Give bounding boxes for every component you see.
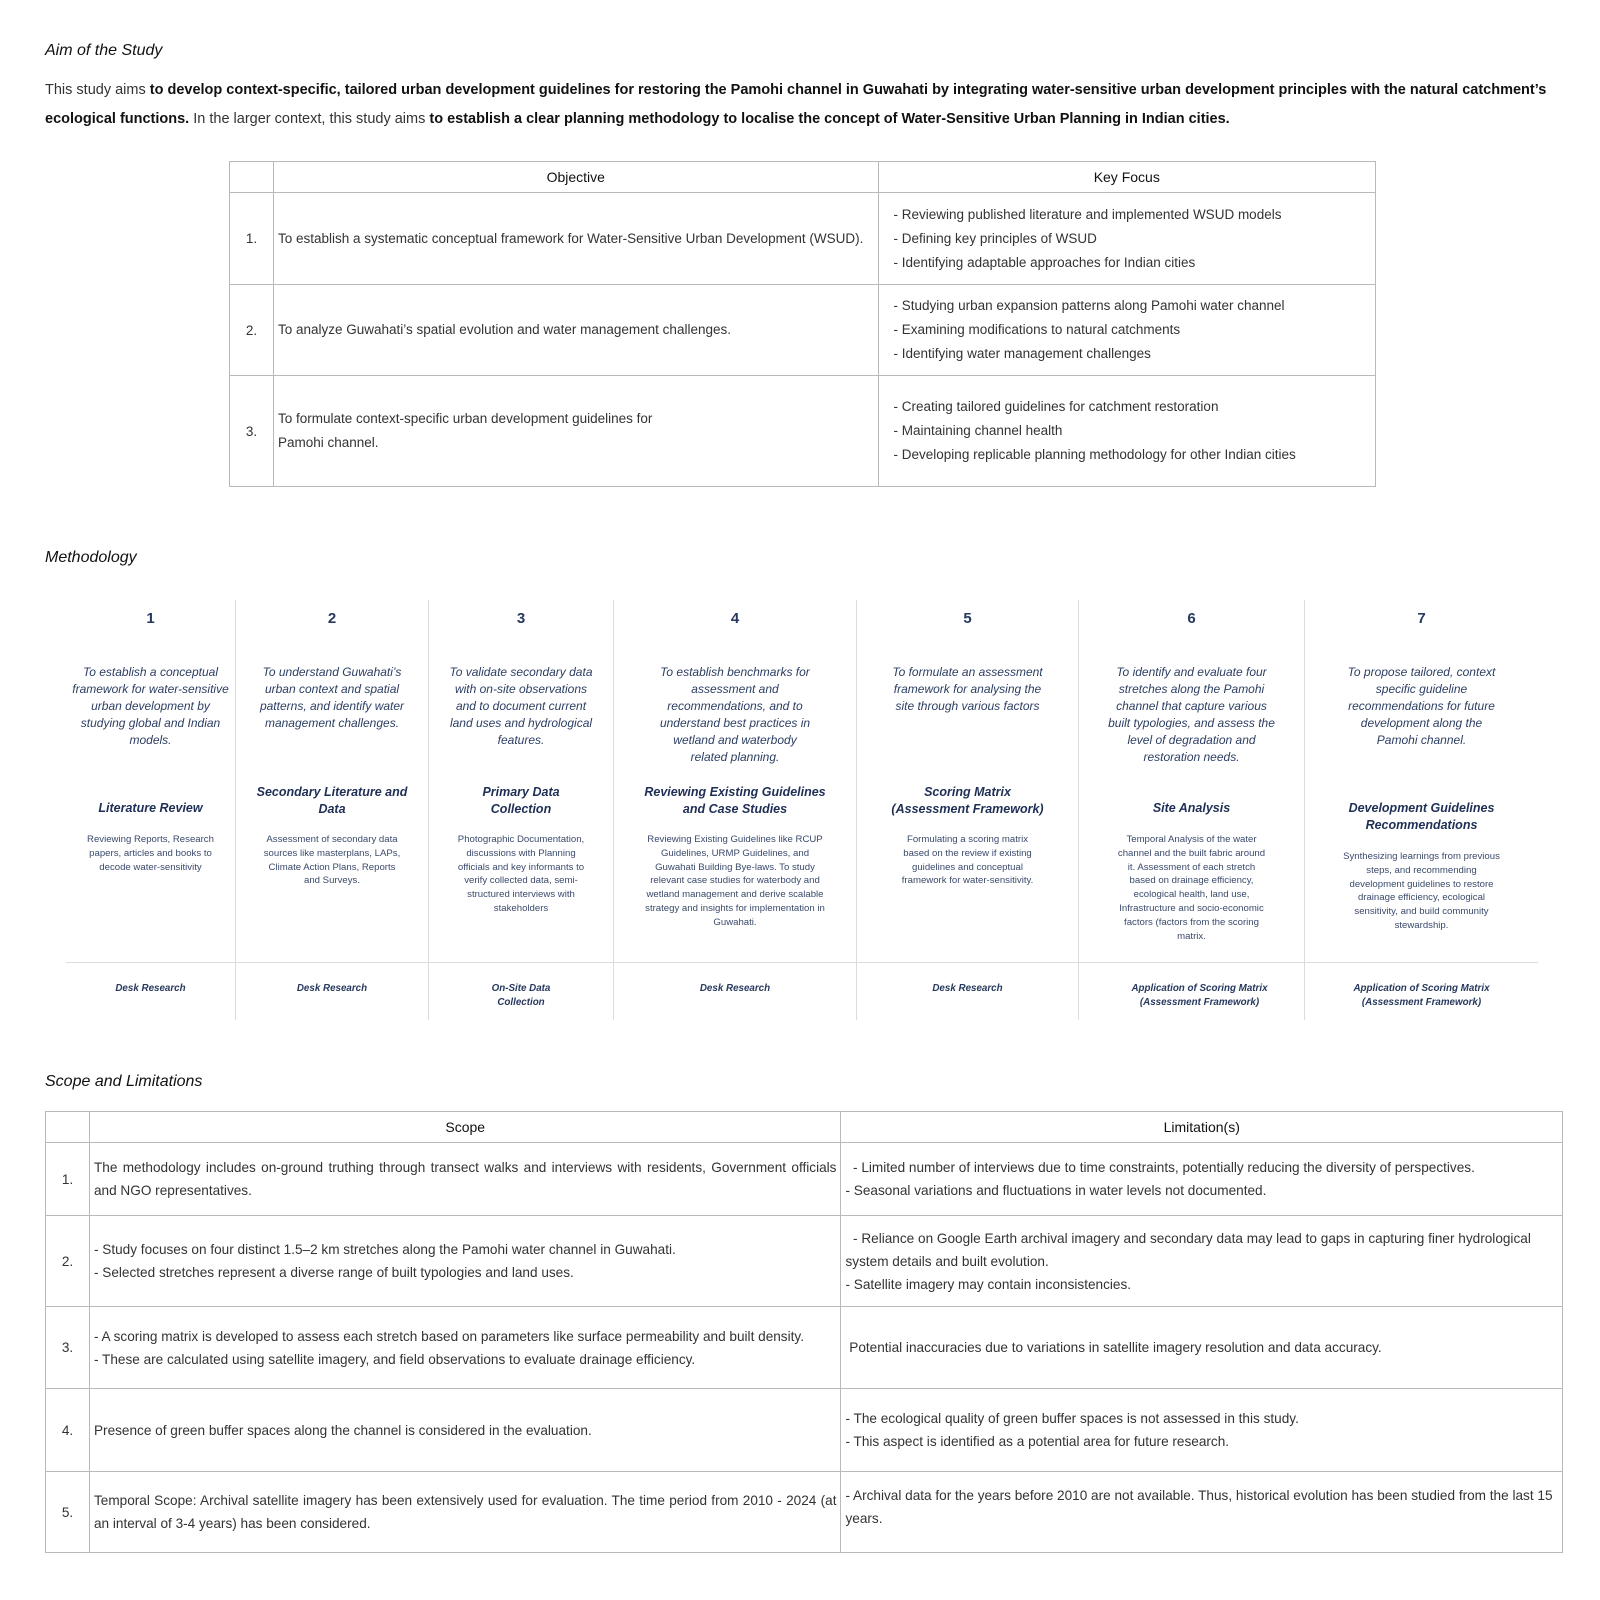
method-step-2 (235, 600, 428, 1020)
focus-item: - Defining key principles of WSUD (893, 230, 1097, 246)
limitation-item: - Seasonal variations and fluctuations in water levels not documented. (845, 1183, 1267, 1198)
methodology-flow (66, 600, 1538, 1020)
focus-item: - Identifying adaptable approaches for Indian cities (893, 254, 1196, 270)
step-objective: To formulate an assessment framework for analysing the site through various factors (892, 665, 1043, 713)
step-objective: To identify and evaluate four stretches along the Pamohi channel that capture various built typologies, and assess the level of degradation and restoration needs. (1108, 665, 1275, 764)
methodology-heading: Methodology (45, 549, 137, 566)
table-row (46, 1143, 1563, 1216)
step-method: Desk Research (699, 983, 771, 994)
objectives-table (229, 161, 1376, 487)
scope-item: - Study focuses on four distinct 1.5–2 km stretches along the Pamohi water channel in Guwahati. (93, 1242, 676, 1257)
step-method: Application of Scoring Matrix (Assessment Framework) (1131, 983, 1268, 1008)
aim-heading: Aim of the Study (45, 42, 163, 59)
step-number: 4 (730, 610, 740, 627)
aim-paragraph: This study aims to develop context-specific, tailored urban development guidelines for restoring the Pamohi channel in Guwahati by integrating water-sensitive urban development principles with the natural catchment’s ecological functions. In the larger context, this study aims to establish a clear planning methodology to localise the concept of Water-Sensitive Urban Planning in Indian cities. (45, 82, 1547, 127)
table-row (230, 193, 1376, 285)
limitation-text (841, 1472, 1563, 1553)
table-row (46, 1307, 1563, 1389)
step-title: Primary Data Collection (482, 785, 560, 816)
objective-text: To establish a systematic conceptual framework for Water-Sensitive Urban Development (WSUD). (273, 193, 878, 285)
step-objective: To establish benchmarks for assessment and recommendations, and to understand best practices in wetland and waterbody related planning. (659, 665, 811, 764)
step-number: 6 (1187, 610, 1196, 627)
scope-header-limitations: Limitation(s) (841, 1112, 1563, 1143)
scope-header-scope: Scope (89, 1112, 841, 1143)
step-method: Desk Research (115, 983, 186, 994)
objectives-header-focus: Key Focus (878, 162, 1375, 193)
focus-list (878, 285, 1375, 376)
focus-item: - Identifying water management challenges (893, 346, 1151, 361)
table-row (230, 376, 1376, 487)
step-method: Application of Scoring Matrix (Assessment Framework) (1353, 983, 1490, 1008)
step-description: Photographic Documentation, discussions with Planning officials and key informants to verify collected data, semi-structured interviews with stakeholders (457, 834, 585, 914)
scope-text (89, 1389, 841, 1472)
limitation-item: Potential inaccuracies due to variations in satellite imagery resolution and data accuracy. (845, 1340, 1382, 1355)
limitation-item: - This aspect is identified as a potential area for future research. (845, 1434, 1230, 1449)
step-title: Development Guidelines Recommendations (1348, 801, 1495, 832)
limitation-item: - The ecological quality of green buffer spaces is not assessed in this study. (845, 1411, 1299, 1426)
row-number: 3. (46, 1307, 90, 1389)
scope-item: - These are calculated using satellite imagery, and field observations to evaluate drainage efficiency. (93, 1351, 696, 1367)
limitation-item: - Archival data for the years before 2010 are not available. Thus, historical evolution has been studied from the last 15 years. (845, 1488, 1553, 1526)
row-number: 5. (46, 1472, 90, 1553)
step-objective: To propose tailored, context specific guideline recommendations for future development along the Pamohi channel. (1347, 665, 1496, 747)
step-number: 1 (146, 610, 155, 627)
step-number: 3 (516, 610, 526, 627)
scope-text (89, 1472, 841, 1553)
scope-text (89, 1307, 841, 1389)
focus-list (878, 193, 1375, 285)
limitation-item: - Satellite imagery may contain inconsistencies. (845, 1276, 1132, 1292)
step-description: Synthesizing learnings from previous steps, and recommending development guidelines to restore drainage efficiency, ecological sensitivity, and build community stewardship. (1343, 851, 1500, 931)
method-step-5 (856, 600, 1078, 1020)
row-number: 2. (46, 1216, 90, 1307)
scope-item: - A scoring matrix is developed to assess each stretch based on parameters like surface permeability and built density. (93, 1328, 804, 1344)
limitation-item: - Limited number of interviews due to time constraints, potentially reducing the diversity of perspectives. (845, 1160, 1475, 1175)
focus-item: - Studying urban expansion patterns along Pamohi water channel (893, 298, 1285, 313)
limitation-text (841, 1307, 1563, 1389)
step-title: Site Analysis (1152, 801, 1231, 815)
step-description: Reviewing Existing Guidelines like RCUP Guidelines, URMP Guidelines, and Guwahati Building Bye-laws. To study relevant case studies for waterbody and wetland management and derive scalable strategy and insights for implementation in Guwahati. (645, 834, 825, 928)
row-number: 4. (46, 1389, 90, 1472)
step-objective: To establish a conceptual framework for water-sensitive urban development by studying global and Indian models. (72, 665, 229, 747)
step-method: On-Site Data Collection (491, 983, 551, 1008)
row-number: 2. (230, 285, 274, 376)
scope-text (89, 1143, 841, 1216)
focus-list (878, 376, 1375, 487)
method-step-6 (1078, 600, 1304, 1020)
scope-item: Presence of green buffer spaces along the channel is considered in the evaluation. (93, 1422, 592, 1438)
focus-item: - Examining modifications to natural catchments (893, 322, 1181, 337)
step-objective: To understand Guwahati’s urban context and spatial patterns, and identify water management challenges. (259, 665, 405, 730)
step-number: 5 (963, 610, 972, 627)
step-title: Scoring Matrix (Assessment Framework) (891, 785, 1044, 816)
step-description: Assessment of secondary data sources like masterplans, LAPs, Climate Action Plans, Reports and Surveys. (263, 834, 401, 887)
step-description: Formulating a scoring matrix based on the review if existing guidelines and conceptual framework for water-sensitivity. (901, 834, 1034, 887)
focus-item: - Creating tailored guidelines for catchment restoration (893, 399, 1219, 414)
scope-item: Temporal Scope: Archival satellite imagery has been extensively used for evaluation. The time period from 2010 - 2024 (at an interval of 3-4 years) has been considered. (93, 1493, 837, 1531)
scope-header-num (46, 1112, 90, 1143)
objective-text: To analyze Guwahati’s spatial evolution and water management challenges. (273, 285, 878, 376)
method-step-3 (428, 600, 613, 1020)
method-step-7 (1304, 600, 1538, 1020)
step-description: Temporal Analysis of the water channel and the built fabric around it. Assessment of each stretch based on drainage efficiency, ecological health, land use, Infrastructure and socio-economic factors (factors from the scoring matrix. (1117, 834, 1266, 942)
step-number: 2 (327, 610, 337, 627)
scope-table (45, 1111, 1563, 1553)
scope-item: The methodology includes on-ground truthing through transect walks and interviews with residents, Government officials and NGO representatives. (93, 1160, 837, 1198)
objective-text: To formulate context-specific urban development guidelines for Pamohi channel. (273, 376, 878, 487)
step-method: Desk Research (296, 983, 368, 994)
objectives-header-num (230, 162, 274, 193)
scope-item: - Selected stretches represent a diverse range of built typologies and land uses. (93, 1265, 574, 1280)
limitation-text (841, 1143, 1563, 1216)
scope-heading: Scope and Limitations (45, 1073, 203, 1090)
step-title: Literature Review (98, 801, 203, 815)
objectives-header-objective: Objective (273, 162, 878, 193)
focus-item: - Maintaining channel health (893, 423, 1063, 438)
focus-item: - Developing replicable planning methodology for other Indian cities (893, 447, 1296, 462)
focus-item: - Reviewing published literature and implemented WSUD models (893, 206, 1282, 222)
scope-text (89, 1216, 841, 1307)
methodology-divider (66, 962, 1538, 963)
step-title: Reviewing Existing Guidelines and Case Studies (644, 785, 826, 816)
step-number: 7 (1417, 610, 1426, 627)
table-row (46, 1389, 1563, 1472)
row-number: 3. (230, 376, 274, 487)
step-title: Secondary Literature and Data (256, 785, 408, 816)
row-number: 1. (230, 193, 274, 285)
method-step-1 (66, 600, 235, 1020)
limitation-text (841, 1216, 1563, 1307)
table-row (46, 1472, 1563, 1553)
table-row (230, 285, 1376, 376)
method-step-4 (613, 600, 856, 1020)
limitation-item: - Reliance on Google Earth archival imagery and secondary data may lead to gaps in capturing finer hydrological system details and built evolution. (845, 1230, 1535, 1269)
row-number: 1. (46, 1143, 90, 1216)
step-objective: To validate secondary data with on-site observations and to document current land uses and hydrological features. (449, 665, 593, 747)
table-row (46, 1216, 1563, 1307)
step-method: Desk Research (932, 983, 1003, 994)
step-description: Reviewing Reports, Research papers, articles and books to decode water-sensitivity (87, 834, 214, 873)
limitation-text (841, 1389, 1563, 1472)
